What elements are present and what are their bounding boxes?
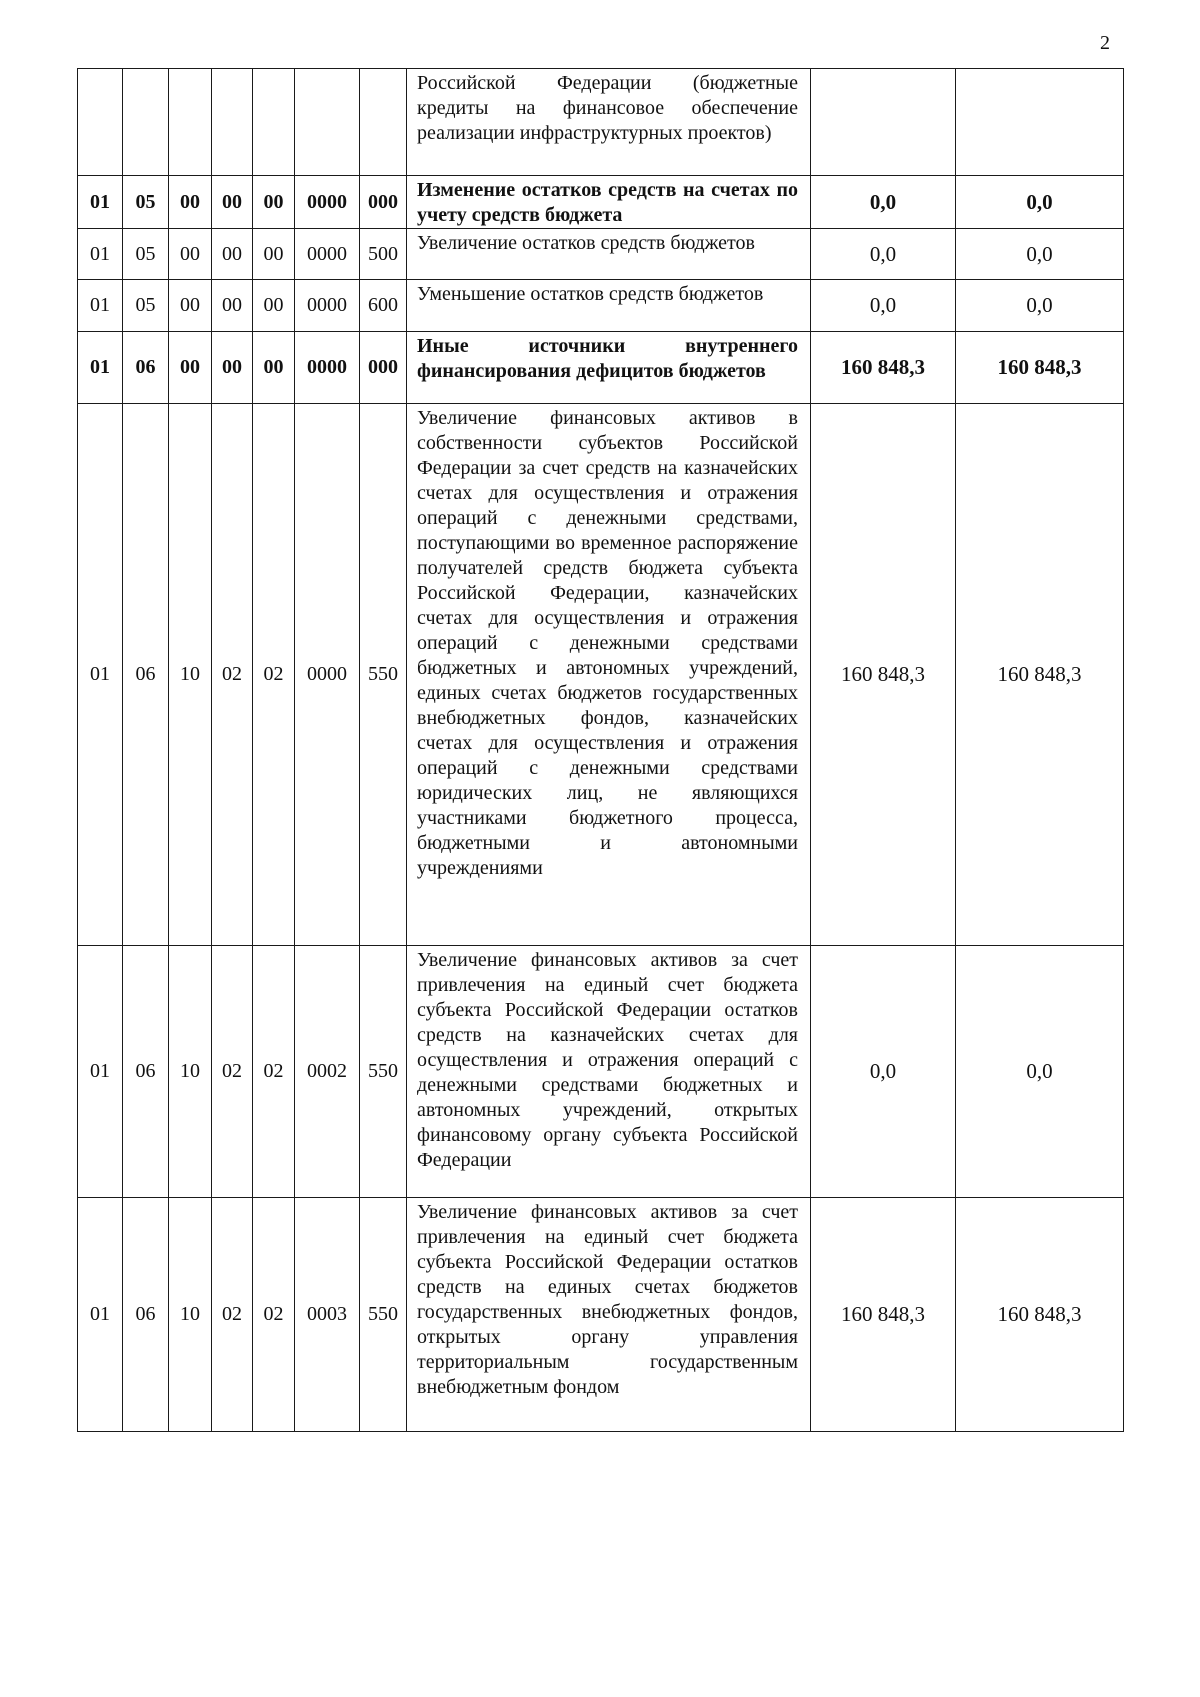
code-cell: 0002 (295, 946, 360, 1198)
code-cell: 00 (169, 229, 212, 280)
table-row (78, 280, 1124, 332)
description-cell: Уменьшение остатков средств бюджетов (407, 280, 811, 332)
code-cell: 550 (360, 404, 407, 946)
code-cell: 01 (78, 332, 123, 404)
amount-cell: 0,0 (956, 946, 1124, 1198)
code-cell: 0000 (295, 280, 360, 332)
code-cell: 00 (212, 332, 253, 404)
code-cell: 00 (212, 280, 253, 332)
code-cell: 00 (253, 332, 295, 404)
code-cell: 02 (212, 404, 253, 946)
description-cell: Изменение остатков средств на счетах по учету средств бюджета (407, 176, 811, 229)
code-cell: 06 (123, 1198, 169, 1432)
description-cell: Увеличение финансовых активов за счет привлечения на единый счет бюджета субъекта Российской Федерации остатков средств на казначейских счетах для осуществления и отражения операций с денежными средствами бюджетных и автономных учреждений, открытых финансовому органу субъекта Российской Федерации (407, 946, 811, 1198)
code-cell (360, 69, 407, 176)
code-cell: 02 (212, 946, 253, 1198)
code-cell: 06 (123, 332, 169, 404)
code-cell: 10 (169, 1198, 212, 1432)
budget-sources-table (77, 68, 1124, 1432)
code-cell: 02 (253, 1198, 295, 1432)
amount-cell: 160 848,3 (956, 332, 1124, 404)
code-cell: 01 (78, 1198, 123, 1432)
code-cell: 01 (78, 176, 123, 229)
table-row (78, 332, 1124, 404)
code-cell: 500 (360, 229, 407, 280)
amount-cell: 0,0 (811, 176, 956, 229)
code-cell (123, 69, 169, 176)
amount-cell: 0,0 (956, 176, 1124, 229)
code-cell (295, 69, 360, 176)
code-cell: 05 (123, 280, 169, 332)
code-cell: 05 (123, 229, 169, 280)
code-cell: 00 (169, 332, 212, 404)
code-cell: 00 (212, 229, 253, 280)
code-cell: 0003 (295, 1198, 360, 1432)
code-cell: 000 (360, 332, 407, 404)
amount-cell: 160 848,3 (956, 404, 1124, 946)
amount-cell (811, 69, 956, 176)
amount-cell: 0,0 (956, 229, 1124, 280)
code-cell: 02 (253, 946, 295, 1198)
code-cell: 10 (169, 404, 212, 946)
amount-cell: 160 848,3 (956, 1198, 1124, 1432)
code-cell: 00 (253, 176, 295, 229)
code-cell: 10 (169, 946, 212, 1198)
code-cell: 000 (360, 176, 407, 229)
code-cell: 06 (123, 404, 169, 946)
table-row (78, 946, 1124, 1198)
code-cell: 01 (78, 946, 123, 1198)
code-cell: 02 (253, 404, 295, 946)
amount-cell: 0,0 (811, 280, 956, 332)
code-cell: 06 (123, 946, 169, 1198)
code-cell: 550 (360, 1198, 407, 1432)
amount-cell (956, 69, 1124, 176)
code-cell: 02 (212, 1198, 253, 1432)
description-cell: Увеличение остатков средств бюджетов (407, 229, 811, 280)
amount-cell: 160 848,3 (811, 404, 956, 946)
code-cell (78, 69, 123, 176)
code-cell (169, 69, 212, 176)
code-cell (253, 69, 295, 176)
code-cell: 0000 (295, 332, 360, 404)
code-cell: 550 (360, 946, 407, 1198)
description-cell: Иные источники внутреннего финансирования дефицитов бюджетов (407, 332, 811, 404)
table-row (78, 404, 1124, 946)
table-row (78, 1198, 1124, 1432)
amount-cell: 160 848,3 (811, 332, 956, 404)
amount-cell: 0,0 (811, 946, 956, 1198)
description-cell: Увеличение финансовых активов в собственности субъектов Российской Федерации за счет средств на казначейских счетах для осуществления и отражения операций с денежными средствами, поступающими во временное распоряжение получателей средств бюджета субъекта Российской Федерации, казначейских счетах для осуществления и отражения операций с денежными средствами бюджетных и автономных учреждений, единых счетах бюджетов государственных внебюджетных фондов, казначейских счетах для осуществления и отражения операций с денежными средствами юридических лиц, не являющихся участниками бюджетного процесса, бюджетными и автономными учреждениями (407, 404, 811, 946)
table-row (78, 176, 1124, 229)
code-cell: 01 (78, 229, 123, 280)
table-row (78, 69, 1124, 176)
code-cell: 0000 (295, 404, 360, 946)
amount-cell: 0,0 (956, 280, 1124, 332)
code-cell: 00 (253, 280, 295, 332)
code-cell: 00 (169, 176, 212, 229)
description-cell: Увеличение финансовых активов за счет привлечения на единый счет бюджета субъекта Российской Федерации остатков средств на единых счетах бюджетов государственных внебюджетных фондов, открытых органу управления территориальным государственным внебюджетным фондом (407, 1198, 811, 1432)
page-number: 2 (1100, 32, 1110, 54)
code-cell: 0000 (295, 229, 360, 280)
amount-cell: 160 848,3 (811, 1198, 956, 1432)
code-cell (212, 69, 253, 176)
code-cell: 00 (253, 229, 295, 280)
table-row (78, 229, 1124, 280)
code-cell: 05 (123, 176, 169, 229)
description-cell: Российской Федерации (бюджетные кредиты на финансовое обеспечение реализации инфраструктурных проектов) (407, 69, 811, 176)
code-cell: 600 (360, 280, 407, 332)
amount-cell: 0,0 (811, 229, 956, 280)
code-cell: 01 (78, 404, 123, 946)
code-cell: 00 (212, 176, 253, 229)
code-cell: 00 (169, 280, 212, 332)
code-cell: 0000 (295, 176, 360, 229)
code-cell: 01 (78, 280, 123, 332)
